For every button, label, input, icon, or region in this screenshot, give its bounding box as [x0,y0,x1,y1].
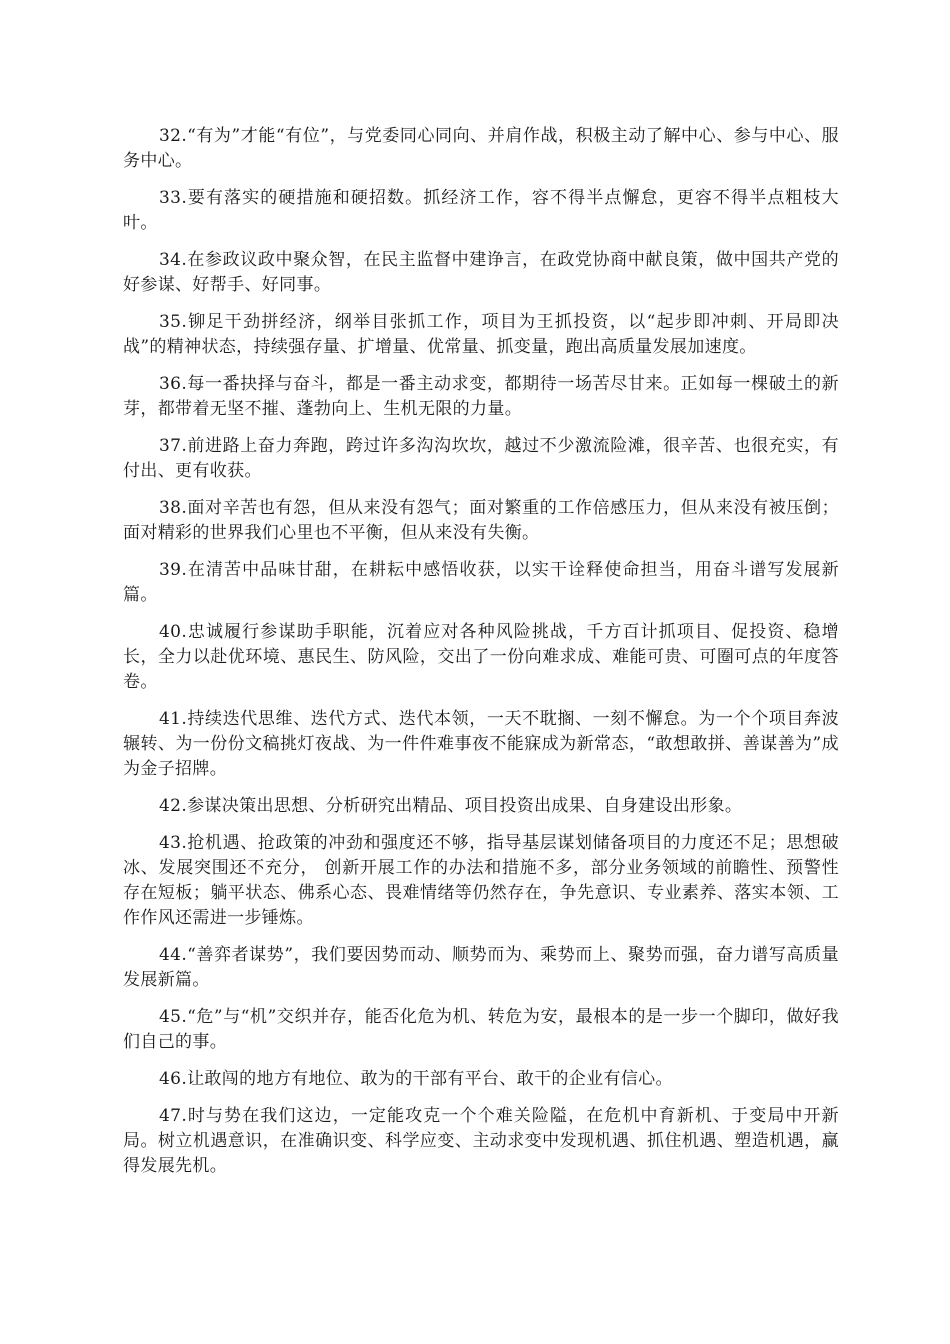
paragraph-45: 45.“危”与“机”交织并存，能否化危为机、转危为安，最根本的是一步一个脚印，做好我们自己的事。 [123,1007,839,1052]
paragraph-41: 41.持续迭代思维、迭代方式、迭代本领，一天不耽搁、一刻不懈怠。为一个个项目奔波辗转、为一份份文稿挑灯夜战、为一件件难事夜不能寐成为新常态，“敢想敢拼、善谋善为”成为金子招牌。 [123,709,839,779]
paragraph-43: 43.抢机遇、抢政策的冲劲和强度还不够，指导基层谋划储备项目的力度还不足；思想破冰、发展突围还不充分， 创新开展工作的办法和措施不多，部分业务领域的前瞻性、预警性存在短板；躺平状态、佛系心态、畏难情绪等仍然存在，争先意识、专业素养、落实本领、工作作风还需进一步锤炼。 [123,833,839,928]
paragraph-37: 37.前进路上奋力奔跑，跨过许多沟沟坎坎，越过不少激流险滩，很辛苦、也很充实，有付出、更有收获。 [123,436,839,481]
paragraph-35: 35.铆足干劲拼经济，纲举目张抓工作，项目为王抓投资，以“起步即冲刺、开局即决战”的精神状态，持续强存量、扩增量、优常量、抓变量，跑出高质量发展加速度。 [123,312,839,357]
document-body [123,124,839,1191]
paragraph-44: 44.“善弈者谋势”，我们要因势而动、顺势而为、乘势而上、聚势而强，奋力谱写高质量发展新篇。 [123,945,839,990]
paragraph-36: 36.每一番抉择与奋斗，都是一番主动求变，都期待一场苦尽甘来。正如每一棵破土的新芽，都带着无坚不摧、蓬勃向上、生机无限的力量。 [123,374,839,419]
paragraph-46: 46.让敢闯的地方有地位、敢为的干部有平台、敢干的企业有信心。 [159,1069,673,1089]
paragraph-39: 39.在清苦中品味甘甜，在耕耘中感悟收获，以实干诠释使命担当，用奋斗谱写发展新篇。 [123,560,839,605]
paragraph-42: 42.参谋决策出思想、分析研究出精品、项目投资出成果、自身建设出形象。 [159,796,743,816]
paragraph-34: 34.在参政议政中聚众智，在民主监督中建诤言，在政党协商中献良策，做中国共产党的好参谋、好帮手、好同事。 [123,250,839,295]
paragraph-38: 38.面对辛苦也有怨，但从来没有怨气；面对繁重的工作倍感压力，但从来没有被压倒；面对精彩的世界我们心里也不平衡，但从来没有失衡。 [123,498,839,543]
paragraph-32: 32.“有为”才能“有位”，与党委同心同向、并肩作战，积极主动了解中心、参与中心、服务中心。 [123,126,839,171]
paragraph-47: 47.时与势在我们这边，一定能攻克一个个难关险隘，在危机中育新机、于变局中开新局。树立机遇意识，在准确识变、科学应变、主动求变中发现机遇、抓住机遇、塑造机遇，赢得发展先机。 [123,1106,839,1176]
paragraph-33: 33.要有落实的硬措施和硬招数。抓经济工作，容不得半点懈怠，更容不得半点粗枝大叶。 [123,188,839,233]
paragraph-40: 40.忠诚履行参谋助手职能，沉着应对各种风险挑战，千方百计抓项目、促投资、稳增长，全力以赴优环境、惠民生、防风险，交出了一份向难求成、难能可贵、可圈可点的年度答卷。 [123,622,839,692]
